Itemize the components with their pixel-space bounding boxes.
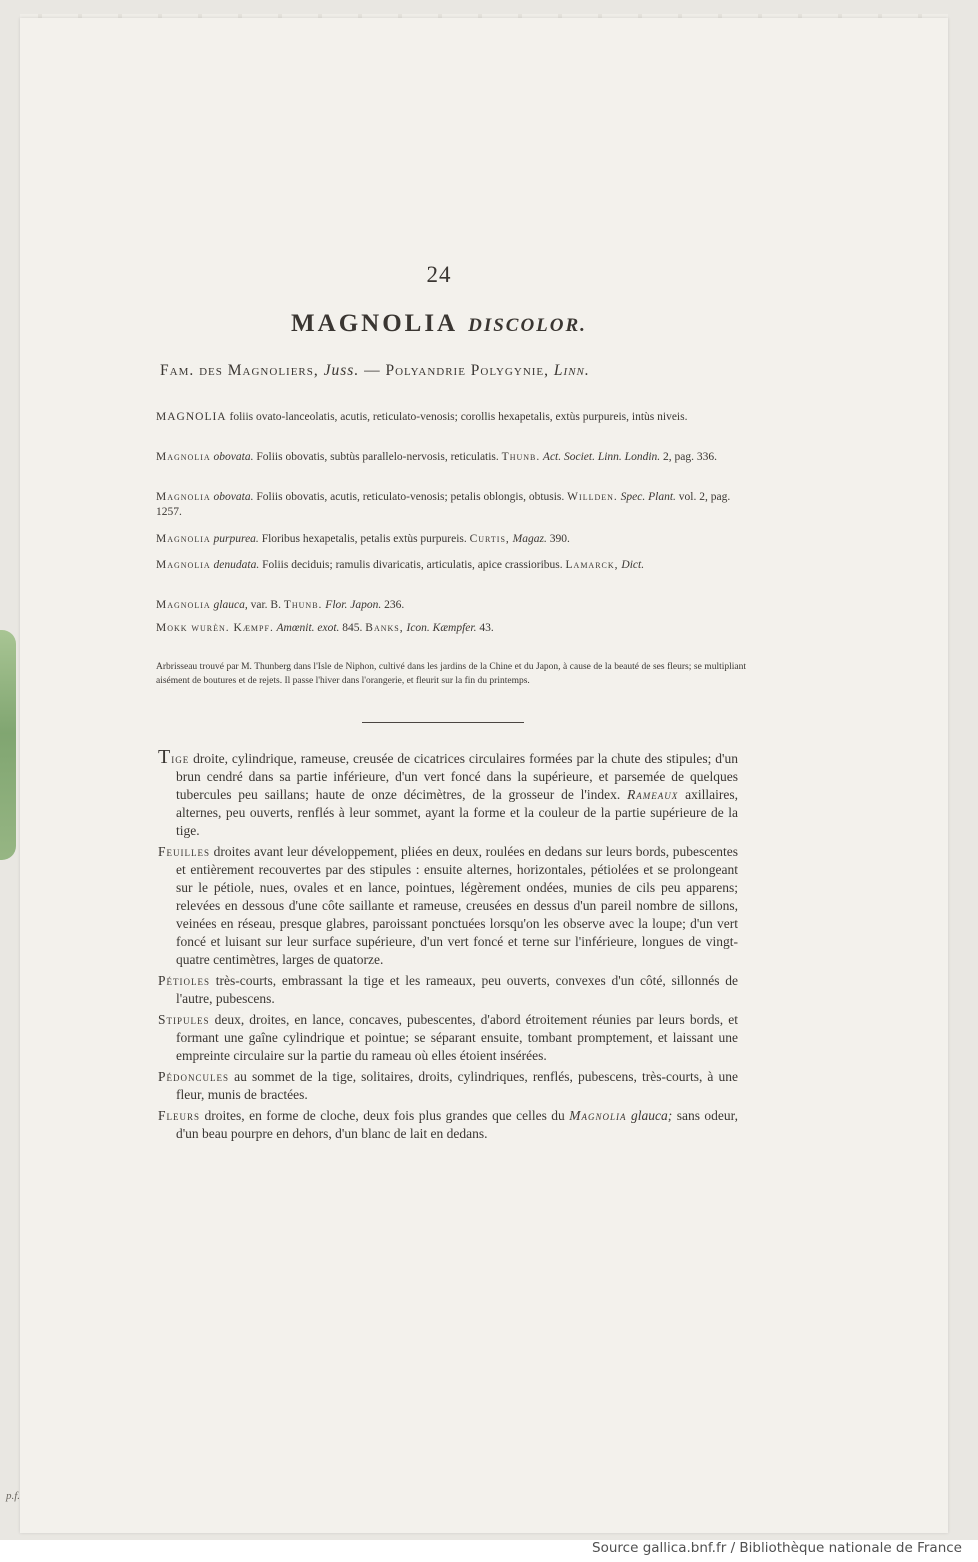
title-species: DISCOLOR. — [468, 315, 587, 336]
synonym-6 — [156, 598, 746, 613]
synonym-text: Foliis obovatis, subtùs parallelo-nervosis, reticulatis. — [253, 451, 502, 463]
synonym-species: obovata. — [210, 451, 254, 463]
feuilles-text: droites avant leur développement, pliées en deux, roulées en dedans sur leurs bords, pubescentes et entièrement recouvertes par des stipules : ensuite alternes, horizontales, pétiolées et se prolongeant sur le pétiole, nues, ovales et en lance, pointues, légèrement ondées, munies de cils peu apparens; relevées en dessous d'une côte saillante et rameuse, creusées en dessus d'un pareil nombre de sillons, veinées en réseau, presque glabres, paroissant ponctuées lorsqu'on les observe avec la loupe; d'un vert foncé et luisant sur leur surface supérieure, d'un vert foncé et terne sur l'inférieure, longues de vingt-quatre centimètres, larges de quatorze. — [176, 844, 738, 967]
family-label: Fam. des — [160, 362, 228, 379]
synonym-7 — [156, 621, 746, 636]
family-dash: — — [359, 362, 386, 379]
synonym-text: 845. — [339, 622, 366, 634]
synonym-genus: Mokk wurèn. — [156, 622, 230, 634]
synonym-author: Lamarck, — [565, 559, 619, 571]
synonym-author: Willden. — [567, 491, 618, 503]
paragraph-pedoncules — [158, 1068, 738, 1104]
synonym-author: Thunb. — [283, 599, 323, 611]
synonym-genus: Magnolia — [156, 491, 211, 503]
synonym-author: Curtis, — [469, 533, 510, 545]
synonym-reference: Act. Societ. Linn. Londin. — [540, 451, 661, 463]
paragraph-stipules — [158, 1011, 738, 1065]
habitat-note: Arbrisseau trouvé par M. Thunberg dans l'Isle de Niphon, cultivé dans les jardins de la Chine et du Japon, à cause de la beauté de ses fleurs; se multipliant aisément de boutures et de rejets. Il passe l'hiver dans l'orangerie, et fleurit sur la fin du printemps. — [156, 662, 746, 686]
book-page — [20, 18, 948, 1533]
synonym-tail: 390. — [546, 533, 570, 545]
source-credit: Source gallica.bnf.fr / Bibliothèque nationale de France — [592, 1540, 962, 1556]
synonym-reference: Magaz. — [509, 533, 547, 545]
term-pedoncules: Pédoncules — [158, 1069, 230, 1084]
synonym-reference: Icon. Kæmpfer. — [403, 622, 477, 634]
synonym-text: Foliis deciduis; ramulis divaricatis, articulatis, apice crassioribus. — [259, 559, 566, 571]
synonym-2 — [156, 450, 746, 465]
family-name: Magnoliers, — [227, 362, 319, 379]
synonym-reference: Spec. Plant. — [617, 491, 676, 503]
synonym-genus: MAGNOLIA — [156, 411, 227, 423]
synonym-reference: Dict. — [618, 559, 645, 571]
synonym-text: Foliis obovatis, acutis, reticulato-venosis; petalis oblongis, obtusis. — [253, 491, 568, 503]
synonym-author: Banks, — [365, 622, 404, 634]
synonym-author: Kæmpf. — [229, 622, 274, 634]
synonym-reference: Amœnit. exot. — [273, 622, 340, 634]
paragraph-feuilles — [158, 843, 738, 969]
rameaux-text: axillaires, alternes, peu ouverts, renflés à leur sommet, ayant la forme et la couleur de la partie supérieure de la tige. — [176, 787, 738, 838]
term-rameaux: Rameaux — [627, 787, 679, 802]
synonym-genus: Magnolia — [156, 533, 211, 545]
tige-text: droite, cylindrique, rameuse, creusée de cicatrices circulaires formées par la chute des stipules; d'un brun cendré dans sa partie inférieure, d'un vert foncé dans la supérieure, et parsemée de quelques tubercules peu saillans; haute de onze décimètres, de la grosseur de l'index. — [176, 751, 738, 802]
page-title — [136, 310, 742, 338]
family-author: Juss. — [323, 362, 360, 379]
underlying-leaf-illustration — [0, 630, 16, 860]
plate-number: 24 — [426, 262, 452, 287]
synonym-genus: Magnolia — [156, 451, 211, 463]
synonym-1 — [156, 410, 746, 425]
synonym-species: obovata. — [210, 491, 254, 503]
botanical-description — [158, 748, 738, 1146]
class-author: Linn. — [553, 362, 590, 379]
term-fleurs: Fleurs — [158, 1108, 201, 1123]
petioles-text: très-courts, embrassant la tige et les rameaux, peu ouverts, convexes d'un côté, sillonnés de l'autre, pubescens. — [176, 973, 738, 1006]
title-genus: MAGNOLIA — [291, 310, 459, 337]
synonym-species: denudata. — [210, 559, 260, 571]
synonym-genus: Magnolia — [156, 599, 211, 611]
synonym-tail: 2, pag. 336. — [660, 451, 718, 463]
synonym-tail: vol. 2, pag. 1257. — [156, 491, 731, 518]
term-magnolia: Magnolia — [569, 1108, 627, 1123]
family-line — [160, 362, 760, 380]
synonym-tail: 43. — [476, 622, 494, 634]
drop-initial: T — [158, 746, 172, 768]
synonym-reference: Flor. Japon. — [322, 599, 382, 611]
term-tige: ige — [171, 751, 190, 766]
section-divider — [362, 722, 524, 723]
paragraph-fleurs — [158, 1107, 738, 1143]
synonym-genus: Magnolia — [156, 559, 211, 571]
stipules-text: deux, droites, en lance, concaves, pubescentes, d'abord étroitement réunies par leurs bords, et formant une gaîne cylindrique et pointue; se séparant ensuite, tombant promptement, et laissant une empreinte circulaire sur la partie du rameau où elles étoient insérées. — [176, 1012, 738, 1063]
synonym-4 — [156, 532, 746, 547]
synonym-text: var. B. — [247, 599, 284, 611]
term-stipules: Stipules — [158, 1012, 210, 1027]
synonym-text: foliis ovato-lanceolatis, acutis, reticulato-venosis; corollis hexapetalis, extùs purpureis, intùs niveis. — [226, 411, 688, 423]
synonym-species: purpurea. — [210, 533, 259, 545]
paragraph-petioles — [158, 972, 738, 1008]
paragraph-tige — [158, 748, 738, 840]
synonym-3 — [156, 490, 746, 520]
synonym-5 — [156, 558, 746, 573]
class-name: Polyandrie Polygynie, — [385, 362, 550, 379]
synonym-species: glauca, — [210, 599, 248, 611]
synonym-tail: 236. — [381, 599, 405, 611]
fleurs-text: droites, en forme de cloche, deux fois plus grandes que celles du — [200, 1108, 570, 1123]
margin-pencil-mark: p.f. — [6, 1490, 21, 1502]
term-feuilles: Feuilles — [158, 844, 211, 859]
term-petioles: Pétioles — [158, 973, 211, 988]
synonym-text: Floribus hexapetalis, petalis extùs purpureis. — [258, 533, 470, 545]
pedoncules-text: au sommet de la tige, solitaires, droits, cylindriques, renflés, pubescens, très-courts, à une fleur, munis de bractées. — [176, 1069, 738, 1102]
fleurs-text-2: sans odeur, d'un beau pourpre en dehors, d'un blanc de lait en dedans. — [176, 1108, 738, 1141]
synonym-author: Thunb. — [501, 451, 541, 463]
term-glauca: glauca; — [626, 1108, 673, 1123]
